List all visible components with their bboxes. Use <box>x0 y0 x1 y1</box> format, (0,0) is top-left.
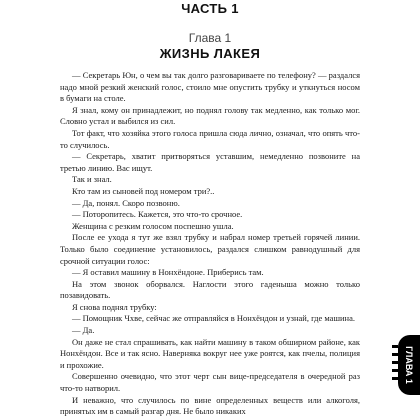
paragraph: Он даже не стал спрашивать, как найти машину в таком обширном районе, как Нонхёндон. Все и так ясно. Наверняка вокруг нее уже роятся, как пчелы, полиция и прохожие. <box>60 336 360 370</box>
paragraph: Я снова поднял трубку: <box>72 301 157 312</box>
paragraph: Я знал, кому он принадлежит, но поднял голову так медленно, как только мог. Словно устал и выбился из сил. <box>60 104 360 127</box>
part-heading: ЧАСТЬ 1 <box>181 1 239 16</box>
edge-marker-bars <box>390 345 398 385</box>
chapter-edge-marker <box>398 335 420 395</box>
paragraph: — Секретарь Юн, о чем вы так долго разговариваете по телефону? — раздался надо мной резкий женский голос, стоило мне опустить трубку и уткнуться носом в бумаги на столе. <box>60 70 360 104</box>
paragraph: — Помощник Чхве, сейчас же отправляйся в Нонхёндон и узнай, где машина. <box>72 313 355 324</box>
paragraph: Совершенно очевидно, что этот черт сын вице-председателя в очередной раз что-то натворил. <box>60 371 360 394</box>
paragraph: Так и знал. <box>72 174 112 185</box>
paragraph: — Секретарь, хватит притворяться уставшим, немедленно позвоните на третью линию. Вас ищут. <box>60 151 360 173</box>
paragraph: Женщина с резким голосом поспешно ушла. <box>72 220 234 231</box>
paragraph: — Да. <box>72 325 95 336</box>
paragraph: — Поторопитесь. Кажется, это что-то срочное. <box>72 209 243 220</box>
chapter-body <box>60 70 360 418</box>
paragraph: — Я оставил машину в Нонхёндоне. Приберись там. <box>72 267 264 278</box>
paragraph: — Да, понял. Скоро позвоню. <box>72 197 180 208</box>
edge-marker-label: ГЛАВА 1 <box>404 346 414 384</box>
paragraph: Кто там из сыновей под номером три?.. <box>72 185 215 196</box>
chapter-number: Глава 1 <box>188 31 232 45</box>
chapter-title: ЖИЗНЬ ЛАКЕЯ <box>159 46 261 61</box>
paragraph: Тот факт, что хозяйка этого голоса пришла сюда лично, означал, что опять что-то случилось. <box>60 127 360 150</box>
paragraph: На этом звонок оборвался. Наглости этого гаденыша можно только позавидовать. <box>60 278 360 301</box>
paragraph: И неважно, что случилось по вине определенных веществ или алкоголя, принятых им в самый разгар дня. Не было никаких <box>60 394 360 417</box>
paragraph: После ее ухода я тут же взял трубку и набрал номер третьей горячей линии. Только было соединение установилось, раздался слишком равнодушный для срочной ситуации голос: <box>60 232 360 266</box>
